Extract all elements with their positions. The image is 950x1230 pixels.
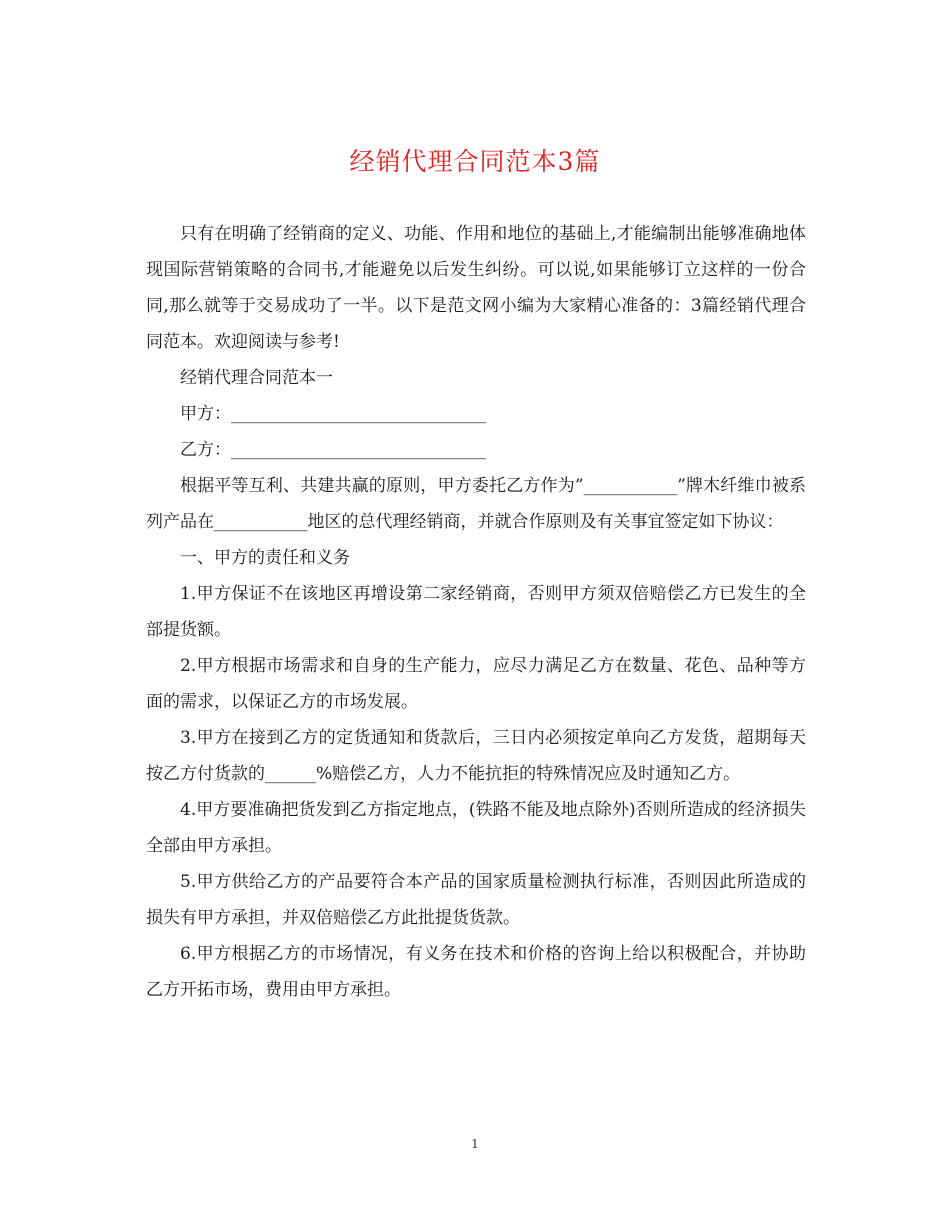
clause-item: 2.甲方根据市场需求和自身的生产能力，应尽力满足乙方在数量、花色、品种等方面的需求，以保证乙方的市场发展。: [146, 656, 806, 712]
party-b-line: 乙方：______________________________: [180, 440, 486, 460]
section-heading: 经销代理合同范本一: [180, 368, 333, 388]
agreement-paragraph: 根据平等互利、共建共赢的原则，甲方委托乙方作为”___________”牌木纤维巾被系列产品在___________地区的总代理经销商，并就合作原则及有关事宜签定如下协议：: [146, 476, 806, 532]
party-a-line: 甲方：______________________________: [180, 404, 486, 424]
clause-item: 6.甲方根据乙方的市场情况，有义务在技术和价格的咨询上给以积极配合，并协助乙方开拓市场，费用由甲方承担。: [146, 944, 806, 1000]
document-body: [146, 216, 806, 1008]
clause-item: 5.甲方供给乙方的产品要符合本产品的国家质量检测执行标准，否则因此所造成的损失有甲方承担，并双倍赔偿乙方此批提货货款。: [146, 872, 806, 928]
clause-item: 3.甲方在接到乙方的定货通知和货款后，三日内必须按定单向乙方发货，超期每天按乙方付货款的______%赔偿乙方，人力不能抗拒的特殊情况应及时通知乙方。: [146, 728, 806, 784]
intro-paragraph: 只有在明确了经销商的定义、功能、作用和地位的基础上,才能编制出能够准确地体现国际营销策略的合同书,才能避免以后发生纠纷。可以说,如果能够订立这样的一份合同,那么就等于交易成功了一半。以下是范文网小编为大家精心准备的：3篇经销代理合同范本。欢迎阅读与参考!: [146, 224, 806, 352]
clause-item: 1.甲方保证不在该地区再增设第二家经销商，否则甲方须双倍赔偿乙方已发生的全部提货额。: [146, 584, 806, 640]
clause-item: 4.甲方要准确把货发到乙方指定地点，(铁路不能及地点除外)否则所造成的经济损失全部由甲方承担。: [146, 800, 806, 856]
clause-heading: 一、甲方的责任和义务: [180, 548, 350, 568]
page-number: 1: [471, 1137, 479, 1151]
document-title: 经销代理合同范本3篇: [349, 147, 601, 176]
